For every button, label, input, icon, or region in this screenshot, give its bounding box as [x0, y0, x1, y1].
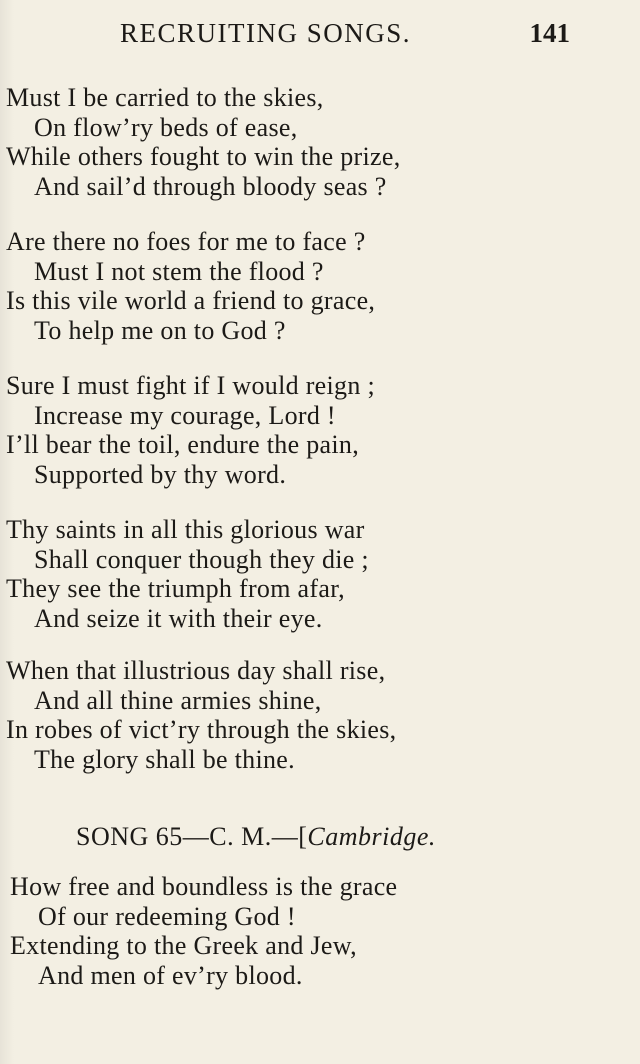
verse-line: They see the triumph from afar, — [6, 574, 345, 604]
verse-line: Sure I must fight if I would reign ; — [6, 371, 375, 400]
verse-line: And men of ev’ry blood. — [38, 960, 303, 990]
verse-line: In robes of vict’ry through the skies, — [6, 715, 397, 745]
stanza-5 — [0, 656, 640, 774]
verse-line: While others fought to win the prize, — [6, 142, 401, 172]
verse-line: Extending to the Greek and Jew, — [10, 931, 357, 961]
stanza-4 — [0, 515, 640, 633]
tune-name: Cambridge. — [307, 822, 436, 851]
page-header — [0, 18, 640, 58]
verse-line: Must I be carried to the skies, — [6, 83, 324, 112]
running-title: RECRUITING SONGS. — [120, 18, 412, 48]
verse-line: When that illustrious day shall rise, — [6, 656, 386, 685]
verse-line: Thy saints in all this glorious war — [6, 515, 365, 544]
verse-line: And all thine armies shine, — [34, 685, 322, 715]
stanza-1 — [0, 83, 640, 201]
verse-line: Supported by thy word. — [34, 459, 287, 489]
verse-line: And seize it with their eye. — [34, 603, 323, 633]
verse-line: Increase my courage, Lord ! — [34, 400, 336, 430]
page-number: 141 — [529, 18, 570, 48]
stanza-2 — [0, 227, 640, 345]
verse-line: Shall conquer though they die ; — [34, 544, 369, 574]
verse-line: I’ll bear the toil, endure the pain, — [6, 430, 360, 460]
verse-line: On flow’ry beds of ease, — [34, 112, 298, 142]
verse-line: Must I not stem the flood ? — [34, 256, 324, 286]
song-heading — [76, 822, 436, 852]
stanza-3 — [0, 371, 640, 489]
verse-line: Of our redeeming God ! — [38, 901, 296, 931]
verse-line: To help me on to God ? — [34, 315, 286, 345]
verse-line: Are there no foes for me to face ? — [6, 227, 366, 256]
verse-line: And sail’d through bloody seas ? — [34, 171, 387, 201]
verse-line: Is this vile world a friend to grace, — [6, 286, 376, 316]
song-number: SONG 65—C. M.—[ — [76, 822, 308, 851]
verse-line: How free and boundless is the grace — [10, 872, 398, 901]
verse-line: The glory shall be thine. — [34, 744, 295, 774]
song-65-stanza-1 — [0, 872, 640, 990]
